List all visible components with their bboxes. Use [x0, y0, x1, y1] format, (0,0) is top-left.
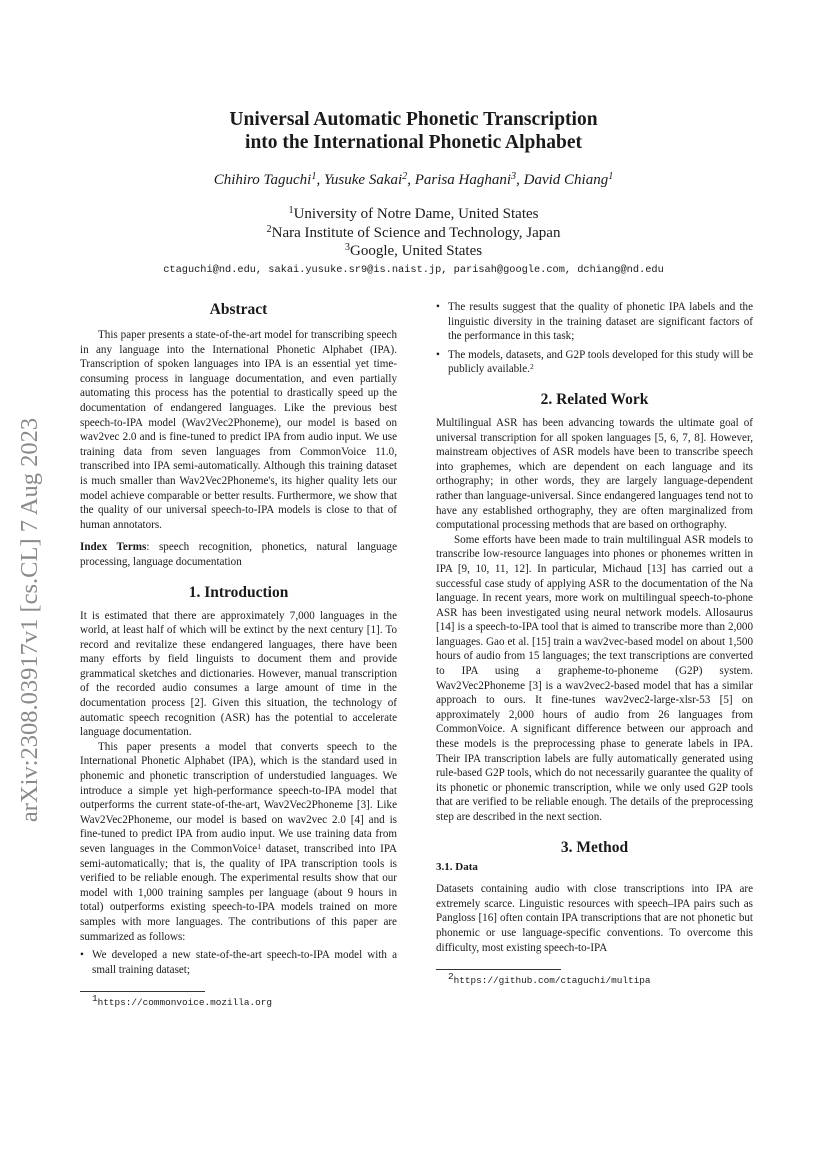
list-item: • The models, datasets, and G2P tools developed for this study will be publicly available.$^2$ — [436, 348, 753, 376]
related-work-heading: 2. Related Work — [540, 390, 649, 408]
index-terms: Index Terms: speech recognition, phonetics, natural language processing, language documentation — [80, 541, 397, 568]
footnote-1: $^1$https://commonvoice.mozilla.org — [92, 993, 273, 1009]
list-item: • We developed a new state-of-the-art speech-to-IPA model with a small training dataset; — [80, 949, 397, 976]
footnote-rule — [436, 969, 561, 970]
intro-paragraph-1: It is estimated that there are approximately 7,000 languages in the world, at least half of which will be extinct by the next century [1]. To record and revitalize these endangered languages, there have been many efforts by field linguists to document them and provide grammatical sketches and dictionaries. However, manual transcription of the recorded audio consumes a large amount of time in the documentation process [2]. Given this situation, the technology of automatic speech recognition (ASR) has the potential to accelerate language documentation. — [80, 609, 397, 739]
related-paragraph-1: Multilingual ASR has been advancing towards the ultimate goal of universal transcription for all spoken languages [5, 6, 7, 8]. However, mainstream objectives of ASR models have been to transcribe speech into graphemes, which are dependent on each language and its orthography; in other words, they are largely language-dependent rather than language-universal. Since endangered languages tend not to have any established orthography, they are often marginalized from computational processing methods that are based on orthography. — [436, 416, 753, 532]
affiliation: $^2$Nara Institute of Science and Technology, Japan — [266, 223, 561, 241]
affiliation: $^3$Google, United States — [344, 242, 483, 259]
method-paragraph-1: Datasets containing audio with close transcriptions into IPA are extremely scarce. Linguistic resources with speech–IPA pairs such as Pangloss [16] often contain IPA transcriptions that are not phonetic but phonemic or use language-specific conventions. To overcome this difficulty, most existing speech-to-IPA — [436, 883, 753, 954]
left-column — [80, 300, 397, 1011]
footnote-rule — [80, 991, 205, 992]
author: David Chiang$^1$ — [523, 171, 614, 188]
paper-title — [0, 108, 827, 154]
author-list — [0, 172, 827, 189]
author: Chihiro Taguchi$^1$, — [213, 171, 324, 188]
introduction-heading: 1. Introduction — [188, 583, 289, 601]
abstract-body: This paper presents a state-of-the-art model for transcribing speech in any language into the International Phonetic Alphabet (IPA). Transcription of spoken languages into IPA is an essential yet time-consuming process in language documentation, and even partially automating this process has the potential to drastically speed up the documentation of endangered languages. Like the previous best speech-to-IPA model (Wav2Vec2Phoneme), our model is based on wav2vec 2.0 and is fine-tuned to predict IPA from audio input. We use training data from seven languages from CommonVoice 11.0, transcribed into IPA semi-automatically. Although this training dataset is much smaller than Wav2Vec2Phoneme's, its higher quality lets our model achieve comparable or better results. Furthermore, we show that the quality of our universal speech-to-IPA models is close to that of human annotators. — [80, 329, 397, 531]
intro-paragraph-2: This paper presents a model that converts speech to the International Phonetic Alphabet (IPA), which is the standard used in phonemic and phonetic transcription of understudied languages. We introduce a simple yet high-performance speech-to-IPA model that outperforms the current state-of-the-art, Wav2Vec2Phoneme [3]. Like Wav2Vec2Phoneme, our model is based on wav2vec 2.0 [4] and is fine-tuned to predict IPA from audio input. We use training data from seven languages in the CommonVoice$^1$ dataset, transcribed into IPA semi-automatically; that is, the quality of IPA transcription tools is verified to be reliable enough. The experimental results show that our model with 1,000 training samples per language (about 9 hours in total) outperforms existing speech-to-IPA models trained on more samples with more languages. The contributions of this paper are summarized as follows: — [80, 740, 397, 943]
footnote-2: $^2$https://github.com/ctaguchi/multipa — [448, 970, 651, 987]
affiliation: $^1$University of Notre Dame, United States — [288, 205, 539, 222]
author-emails: ctaguchi@nd.edu, sakai.yusuke.sr9@is.naist.jp, parisah@google.com, dchiang@nd.edu — [163, 264, 664, 276]
right-column — [436, 300, 753, 989]
title-line-1: Universal Automatic Phonetic Transcription — [229, 109, 598, 130]
abstract-heading: Abstract — [209, 301, 268, 318]
arxiv-sidebar — [10, 340, 50, 900]
data-subheading: 3.1. Data — [436, 860, 478, 873]
contributions-list-continued — [436, 300, 753, 377]
author: Parisa Haghani$^3$, — [414, 171, 524, 188]
affiliation-list — [0, 205, 827, 261]
title-line-2: into the International Phonetic Alphabet — [245, 132, 582, 153]
method-heading: 3. Method — [560, 838, 629, 856]
list-item: • The results suggest that the quality of phonetic IPA labels and the linguistic diversity in the training dataset are significant factors of the performance in this task; — [436, 301, 753, 343]
author: Yusuke Sakai$^2$, — [323, 171, 415, 188]
arxiv-identifier: arXiv:2308.03917v1 [cs.CL] 7 Aug 2023 — [16, 417, 43, 823]
contributions-list — [80, 948, 397, 977]
related-paragraph-2: Some efforts have been made to train multilingual ASR models to transcribe low-resource languages into phones or phonemes written in IPA [9, 10, 11, 12]. In particular, Michaud [13] has carried out a successful case study of applying ASR to the documentation of the Na language. In recent years, more work on multilingual speech-to-phone ASR has been investigated using neural network models. Allosaurus [14] is a speech-to-IPA tool that is aimed to transcribe more than 2,000 languages. Gao et al. [15] train a wav2vec-based model on about 1,500 hours of audio from 15 languages; the text transcriptions are converted to IPA using a grapheme-to-phoneme (G2P) system. Wav2Vec2Phoneme [3] is a wav2vec2-based model that has a similar approach to ours. It fine-tunes wav2vec2-large-xlsr-53 [5] on approximately 2,000 hours of audio from 26 languages from CommonVoice. A significant difference between our approach and these models is the preprocessing phase to generate labels in IPA. Their IPA transcription labels are fully automatically generated using rule-based G2P tools, which do not necessarily guarantee the quality of its phonetic or phonemic transcription, while we only used G2P tools that are verified to be reliable enough. The details of the preprocessing step are described in the next section. — [436, 533, 753, 823]
